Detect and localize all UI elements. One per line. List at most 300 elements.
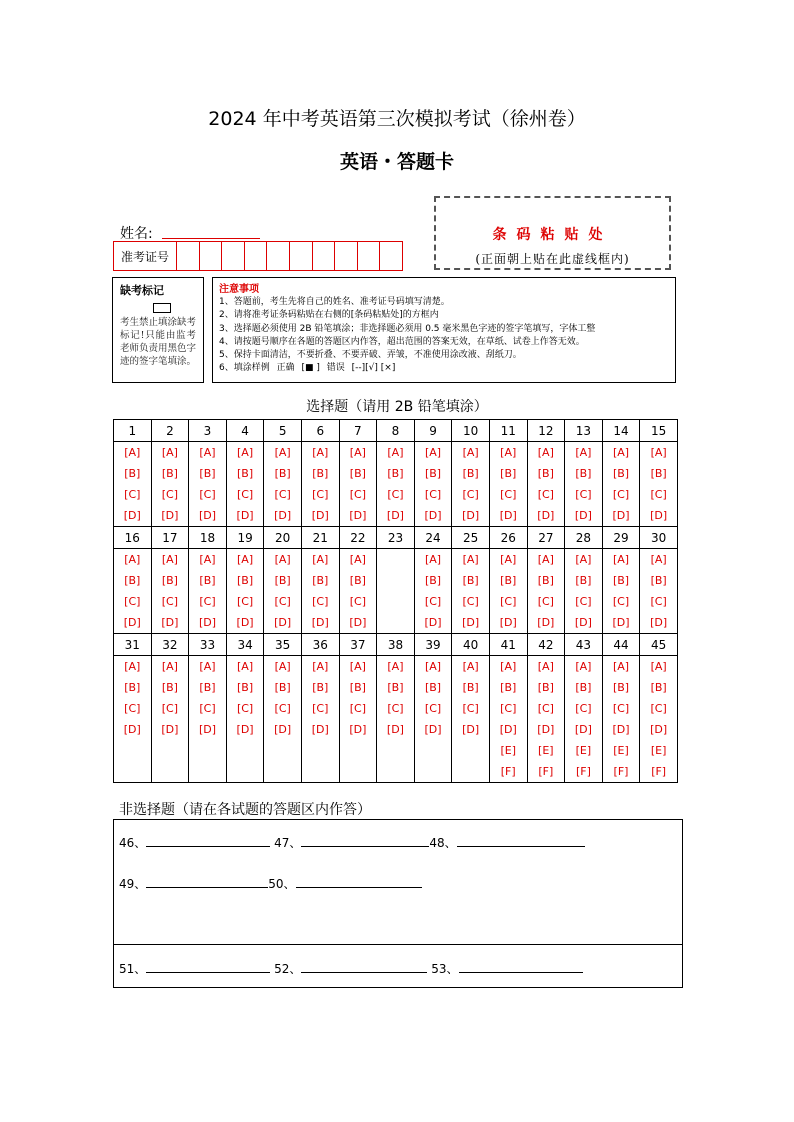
option-bubble[interactable]: [D]	[565, 719, 603, 740]
option-bubble[interactable]: [C]	[602, 591, 640, 612]
option-bubble[interactable]: [B]	[489, 570, 527, 591]
question-number: 30	[640, 527, 678, 549]
note-item: 5、保持卡面清洁，不要折叠、不要弄破、弄皱，不准使用涂改液、刮纸刀。	[219, 350, 522, 361]
option-bubble[interactable]: [A]	[114, 442, 152, 464]
option-bubble[interactable]: [D]	[189, 612, 227, 634]
option-bubble[interactable]: [A]	[301, 549, 339, 571]
option-bubble[interactable]: [B]	[527, 570, 565, 591]
option-bubble[interactable]: [B]	[565, 463, 603, 484]
option-bubble[interactable]: [B]	[602, 570, 640, 591]
question-number: 10	[452, 420, 490, 442]
option-bubble[interactable]: [B]	[151, 463, 189, 484]
option-bubble[interactable]: [E]	[640, 740, 678, 761]
q50-label: 50、	[268, 877, 296, 891]
option-bubble[interactable]: [C]	[301, 591, 339, 612]
absent-checkbox[interactable]	[153, 303, 171, 313]
question-number: 1	[114, 420, 152, 442]
question-number: 39	[414, 634, 452, 656]
question-number: 42	[527, 634, 565, 656]
exam-id-cell[interactable]	[177, 242, 200, 270]
option-bubble[interactable]: [D]	[301, 612, 339, 634]
question-number: 9	[414, 420, 452, 442]
option-bubble[interactable]: [A]	[189, 656, 227, 678]
option-bubble[interactable]: [D]	[414, 505, 452, 527]
question-number: 37	[339, 634, 377, 656]
question-number: 43	[565, 634, 603, 656]
choice-section-title: 选择题（请用 2B 铅笔填涂）	[306, 399, 488, 415]
option-bubble[interactable]: [D]	[640, 505, 678, 527]
name-field[interactable]	[162, 238, 260, 239]
option-bubble[interactable]: [C]	[339, 484, 377, 505]
option-bubble[interactable]: [C]	[301, 484, 339, 505]
empty-cell	[414, 761, 452, 783]
option-bubble[interactable]: [A]	[602, 549, 640, 571]
option-bubble[interactable]: [A]	[640, 442, 678, 464]
option-bubble[interactable]: [D]	[189, 505, 227, 527]
option-bubble[interactable]: [D]	[602, 612, 640, 634]
option-bubble[interactable]: [B]	[452, 570, 490, 591]
option-bubble[interactable]: [D]	[565, 612, 603, 634]
option-bubble[interactable]: [D]	[489, 505, 527, 527]
option-bubble[interactable]: [A]	[189, 549, 227, 571]
option-bubble[interactable]: [D]	[114, 719, 152, 740]
question-number: 45	[640, 634, 678, 656]
option-bubble[interactable]: [B]	[301, 463, 339, 484]
option-bubble[interactable]: [C]	[414, 698, 452, 719]
question-number: 44	[602, 634, 640, 656]
option-bubble[interactable]: [C]	[565, 591, 603, 612]
q51-blank[interactable]	[146, 961, 270, 973]
option-bubble[interactable]: [A]	[527, 442, 565, 464]
absent-note: 考生禁止填涂缺考标记!只能由监考老师负责用黑色字迹的签字笔填涂。	[120, 317, 197, 367]
option-bubble[interactable]: [A]	[489, 656, 527, 678]
option-bubble[interactable]: [C]	[489, 484, 527, 505]
exam-id-cell[interactable]	[222, 242, 245, 270]
option-bubble[interactable]: [F]	[527, 761, 565, 783]
option-bubble[interactable]: [D]	[226, 719, 264, 740]
question-number: 22	[339, 527, 377, 549]
wrong-label: 错误	[326, 363, 345, 374]
exam-id-cell[interactable]	[313, 242, 336, 270]
option-bubble[interactable]: [C]	[264, 698, 302, 719]
question-number: 3	[189, 420, 227, 442]
option-bubble[interactable]: [B]	[264, 570, 302, 591]
option-bubble[interactable]: [C]	[527, 484, 565, 505]
option-bubble[interactable]: [A]	[602, 442, 640, 464]
q48-blank[interactable]	[457, 835, 585, 847]
question-number: 25	[452, 527, 490, 549]
option-bubble[interactable]: [B]	[301, 677, 339, 698]
option-bubble[interactable]: [C]	[640, 484, 678, 505]
empty-cell	[339, 740, 377, 761]
empty-cell	[301, 761, 339, 783]
option-bubble[interactable]: [A]	[527, 656, 565, 678]
option-bubble[interactable]: [A]	[377, 656, 415, 678]
option-bubble[interactable]: [D]	[339, 612, 377, 634]
question-number: 23	[377, 527, 415, 549]
question-number: 34	[226, 634, 264, 656]
empty-cell	[151, 761, 189, 783]
option-bubble[interactable]: [D]	[189, 719, 227, 740]
option-bubble[interactable]: [C]	[452, 698, 490, 719]
question-number: 12	[527, 420, 565, 442]
option-bubble[interactable]: [D]	[489, 719, 527, 740]
option-bubble[interactable]: [D]	[452, 719, 490, 740]
option-bubble[interactable]: [C]	[189, 698, 227, 719]
option-bubble[interactable]: [D]	[377, 719, 415, 740]
question-number: 40	[452, 634, 490, 656]
question-number: 20	[264, 527, 302, 549]
question-number: 13	[565, 420, 603, 442]
option-bubble[interactable]: [A]	[452, 442, 490, 464]
option-bubble[interactable]: [D]	[452, 612, 490, 634]
option-bubble[interactable]: [D]	[264, 612, 302, 634]
option-bubble[interactable]: [C]	[452, 591, 490, 612]
empty-cell	[114, 740, 152, 761]
empty-cell	[226, 740, 264, 761]
question-number: 31	[114, 634, 152, 656]
option-bubble[interactable]: [C]	[527, 698, 565, 719]
page-subtitle: 英语・答题卡	[339, 151, 454, 173]
option-bubble[interactable]: [A]	[489, 549, 527, 571]
option-bubble[interactable]: [C]	[114, 698, 152, 719]
q46-blank[interactable]	[146, 835, 270, 847]
question-number: 2	[151, 420, 189, 442]
empty-cell	[301, 740, 339, 761]
option-bubble[interactable]: [D]	[414, 719, 452, 740]
option-bubble[interactable]: [C]	[452, 484, 490, 505]
option-bubble[interactable]: [C]	[114, 591, 152, 612]
empty-cell	[189, 761, 227, 783]
option-bubble[interactable]: [D]	[377, 505, 415, 527]
option-bubble[interactable]: [D]	[264, 719, 302, 740]
fill-sample-line	[219, 362, 669, 375]
option-bubble[interactable]: [B]	[226, 463, 264, 484]
option-bubble[interactable]: [B]	[114, 463, 152, 484]
option-bubble[interactable]: [D]	[489, 612, 527, 634]
option-bubble[interactable]: [A]	[452, 549, 490, 571]
option-bubble[interactable]: [D]	[339, 505, 377, 527]
option-bubble[interactable]: [B]	[527, 677, 565, 698]
option-bubble[interactable]: [A]	[640, 656, 678, 678]
option-bubble[interactable]: [C]	[226, 698, 264, 719]
note-item: 2、请将准考证条码粘贴在右侧的[条码粘贴处]的方框内	[219, 310, 439, 321]
option-bubble[interactable]: [A]	[226, 549, 264, 571]
option-bubble[interactable]: [A]	[452, 656, 490, 678]
correct-mark: [■ ]	[301, 363, 320, 374]
option-bubble[interactable]: [B]	[189, 463, 227, 484]
option-bubble[interactable]: [D]	[114, 612, 152, 634]
empty-cell	[377, 740, 415, 761]
option-bubble[interactable]: [D]	[301, 719, 339, 740]
option-bubble[interactable]: [D]	[452, 505, 490, 527]
question-number: 24	[414, 527, 452, 549]
option-bubble[interactable]: [B]	[339, 677, 377, 698]
option-bubble[interactable]: [A]	[301, 656, 339, 678]
absent-mark-box	[112, 277, 204, 383]
option-bubble[interactable]: [B]	[114, 570, 152, 591]
notes-title: 注意事项	[219, 284, 259, 295]
option-bubble[interactable]: [A]	[414, 656, 452, 678]
option-bubble[interactable]: [D]	[602, 505, 640, 527]
option-bubble[interactable]: [B]	[489, 677, 527, 698]
option-bubble[interactable]: [B]	[151, 677, 189, 698]
option-bubble[interactable]: [A]	[565, 656, 603, 678]
option-bubble[interactable]: [D]	[151, 612, 189, 634]
question-number: 11	[489, 420, 527, 442]
option-bubble[interactable]: [B]	[452, 463, 490, 484]
option-bubble[interactable]: [A]	[414, 442, 452, 464]
exam-id-box	[113, 241, 403, 271]
option-bubble[interactable]: [C]	[151, 698, 189, 719]
q53-blank[interactable]	[459, 961, 583, 973]
option-bubble[interactable]: [E]	[602, 740, 640, 761]
option-bubble[interactable]: [D]	[151, 719, 189, 740]
notes-box	[212, 277, 676, 383]
option-bubble[interactable]: [D]	[264, 505, 302, 527]
q48-label: 48、	[429, 836, 457, 850]
option-bubble[interactable]: [C]	[189, 591, 227, 612]
option-bubble[interactable]: [C]	[527, 591, 565, 612]
option-bubble[interactable]: [A]	[264, 442, 302, 464]
option-bubble[interactable]: [C]	[414, 484, 452, 505]
option-bubble[interactable]: [B]	[527, 463, 565, 484]
empty-cell	[264, 761, 302, 783]
option-bubble[interactable]: [D]	[151, 505, 189, 527]
question-number: 19	[226, 527, 264, 549]
question-number: 36	[301, 634, 339, 656]
question-number: 6	[301, 420, 339, 442]
exam-id-cell[interactable]	[380, 242, 402, 270]
sample-label: 6、填涂样例	[219, 363, 270, 374]
option-bubble[interactable]: [C]	[489, 698, 527, 719]
option-bubble[interactable]: [A]	[640, 549, 678, 571]
option-bubble[interactable]: [C]	[226, 484, 264, 505]
option-bubble[interactable]: [A]	[189, 442, 227, 464]
option-bubble[interactable]: [B]	[339, 463, 377, 484]
empty-cell	[377, 612, 415, 634]
option-bubble[interactable]: [B]	[602, 677, 640, 698]
option-bubble[interactable]: [E]	[527, 740, 565, 761]
q50-blank[interactable]	[296, 876, 422, 888]
option-bubble[interactable]: [C]	[377, 698, 415, 719]
empty-cell	[452, 740, 490, 761]
option-bubble[interactable]: [B]	[264, 677, 302, 698]
option-bubble[interactable]: [C]	[339, 591, 377, 612]
empty-cell	[151, 740, 189, 761]
option-bubble[interactable]: [E]	[489, 740, 527, 761]
option-bubble[interactable]: [D]	[527, 719, 565, 740]
option-bubble[interactable]: [C]	[640, 698, 678, 719]
option-bubble[interactable]: [A]	[339, 656, 377, 678]
question-number: 17	[151, 527, 189, 549]
option-bubble[interactable]: [B]	[565, 570, 603, 591]
exam-id-cell[interactable]	[267, 242, 290, 270]
option-bubble[interactable]: [F]	[565, 761, 603, 783]
option-bubble[interactable]: [B]	[640, 570, 678, 591]
option-bubble[interactable]: [A]	[264, 656, 302, 678]
option-bubble[interactable]: [D]	[301, 505, 339, 527]
option-bubble[interactable]: [A]	[602, 656, 640, 678]
question-number: 28	[565, 527, 603, 549]
nonchoice-section-title: 非选择题（请在各试题的答题区内作答）	[119, 802, 371, 818]
option-bubble[interactable]: [A]	[301, 442, 339, 464]
option-bubble[interactable]: [D]	[527, 505, 565, 527]
option-bubble[interactable]: [A]	[114, 656, 152, 678]
empty-cell	[414, 740, 452, 761]
option-bubble[interactable]: [C]	[565, 484, 603, 505]
option-bubble[interactable]: [B]	[414, 463, 452, 484]
option-bubble[interactable]: [A]	[114, 549, 152, 571]
exam-id-cell[interactable]	[290, 242, 313, 270]
option-bubble[interactable]: [B]	[489, 463, 527, 484]
option-bubble[interactable]: [A]	[527, 549, 565, 571]
exam-id-cell[interactable]	[200, 242, 223, 270]
note-item: 1、答题前，考生先将自己的姓名、准考证号码填写清楚。	[219, 297, 450, 308]
q51-label: 51、	[119, 962, 147, 976]
exam-id-cell[interactable]	[335, 242, 358, 270]
option-bubble[interactable]: [B]	[189, 570, 227, 591]
option-bubble[interactable]: [D]	[640, 719, 678, 740]
answer-line-49-50	[119, 875, 422, 892]
name-label: 姓名:	[120, 226, 153, 242]
option-bubble[interactable]: [A]	[226, 656, 264, 678]
option-bubble[interactable]: [B]	[602, 463, 640, 484]
option-bubble[interactable]: [A]	[414, 549, 452, 571]
wrong-mark: [--][√] [×]	[351, 363, 396, 374]
option-bubble[interactable]: [C]	[602, 484, 640, 505]
option-bubble[interactable]: [C]	[640, 591, 678, 612]
option-bubble[interactable]: [C]	[151, 591, 189, 612]
q52-blank[interactable]	[301, 961, 427, 973]
q47-blank[interactable]	[301, 835, 429, 847]
page-title: 2024 年中考英语第三次模拟考试（徐州卷）	[208, 108, 586, 130]
empty-cell	[377, 549, 415, 571]
option-bubble[interactable]: [D]	[602, 719, 640, 740]
barcode-area	[434, 196, 671, 270]
question-number: 5	[264, 420, 302, 442]
option-bubble[interactable]: [B]	[377, 677, 415, 698]
option-bubble[interactable]: [C]	[151, 484, 189, 505]
option-bubble[interactable]: [C]	[226, 591, 264, 612]
option-bubble[interactable]: [B]	[151, 570, 189, 591]
answer-line-51-53	[119, 960, 583, 977]
option-bubble[interactable]: [C]	[189, 484, 227, 505]
option-bubble[interactable]: [C]	[565, 698, 603, 719]
option-bubble[interactable]: [C]	[114, 484, 152, 505]
option-bubble[interactable]: [C]	[489, 591, 527, 612]
option-bubble[interactable]: [F]	[640, 761, 678, 783]
option-bubble[interactable]: [F]	[602, 761, 640, 783]
option-bubble[interactable]: [B]	[565, 677, 603, 698]
q49-blank[interactable]	[146, 876, 268, 888]
option-bubble[interactable]: [A]	[339, 549, 377, 571]
option-bubble[interactable]: [A]	[377, 442, 415, 464]
empty-cell	[114, 761, 152, 783]
exam-id-cell[interactable]	[358, 242, 381, 270]
option-bubble[interactable]: [A]	[565, 549, 603, 571]
question-number: 8	[377, 420, 415, 442]
option-bubble[interactable]: [C]	[339, 698, 377, 719]
option-bubble[interactable]: [C]	[414, 591, 452, 612]
question-number: 41	[489, 634, 527, 656]
option-bubble[interactable]: [B]	[189, 677, 227, 698]
question-number: 38	[377, 634, 415, 656]
exam-id-cell[interactable]	[245, 242, 268, 270]
option-bubble[interactable]: [B]	[640, 463, 678, 484]
option-bubble[interactable]: [F]	[489, 761, 527, 783]
q53-label: 53、	[431, 962, 459, 976]
barcode-title: 条码粘贴处	[492, 227, 613, 243]
question-number: 27	[527, 527, 565, 549]
option-bubble[interactable]: [C]	[602, 698, 640, 719]
option-bubble[interactable]: [B]	[226, 570, 264, 591]
option-bubble[interactable]: [A]	[226, 442, 264, 464]
option-bubble[interactable]: [A]	[339, 442, 377, 464]
option-bubble[interactable]: [A]	[151, 549, 189, 571]
empty-cell	[377, 570, 415, 591]
choice-answer-grid	[113, 419, 678, 783]
question-number: 29	[602, 527, 640, 549]
option-bubble[interactable]: [B]	[452, 677, 490, 698]
option-bubble[interactable]: [B]	[377, 463, 415, 484]
option-bubble[interactable]: [A]	[489, 442, 527, 464]
answer-line-46-48	[119, 834, 585, 851]
exam-id-label: 准考证号	[114, 242, 177, 270]
q52-label: 52、	[274, 962, 302, 976]
option-bubble[interactable]: [A]	[151, 656, 189, 678]
option-bubble[interactable]: [E]	[565, 740, 603, 761]
option-bubble[interactable]: [D]	[226, 505, 264, 527]
option-bubble[interactable]: [D]	[640, 612, 678, 634]
option-bubble[interactable]: [B]	[640, 677, 678, 698]
option-bubble[interactable]: [D]	[565, 505, 603, 527]
option-bubble[interactable]: [B]	[226, 677, 264, 698]
question-number: 18	[189, 527, 227, 549]
question-number: 7	[339, 420, 377, 442]
option-bubble[interactable]: [B]	[301, 570, 339, 591]
empty-cell	[226, 761, 264, 783]
option-bubble[interactable]: [C]	[264, 591, 302, 612]
option-bubble[interactable]: [B]	[114, 677, 152, 698]
option-bubble[interactable]: [D]	[226, 612, 264, 634]
absent-title: 缺考标记	[120, 284, 164, 297]
option-bubble[interactable]: [A]	[264, 549, 302, 571]
option-bubble[interactable]: [B]	[264, 463, 302, 484]
option-bubble[interactable]: [D]	[527, 612, 565, 634]
option-bubble[interactable]: [A]	[565, 442, 603, 464]
empty-cell	[189, 740, 227, 761]
note-item: 4、请按题号顺序在各题的答题区内作答，超出范围的答案无效，在草纸、试卷上作答无效。	[219, 336, 585, 347]
note-item: 3、选择题必须使用 2B 铅笔填涂；非选择题必须用 0.5 毫米黑色字迹的签字笔填写，字体工整	[219, 323, 596, 334]
option-bubble[interactable]: [B]	[414, 570, 452, 591]
correct-label: 正确	[276, 363, 295, 374]
empty-cell	[377, 761, 415, 783]
option-bubble[interactable]: [C]	[377, 484, 415, 505]
empty-cell	[452, 761, 490, 783]
option-bubble[interactable]: [B]	[339, 570, 377, 591]
question-number: 15	[640, 420, 678, 442]
empty-cell	[264, 740, 302, 761]
option-bubble[interactable]: [D]	[114, 505, 152, 527]
option-bubble[interactable]: [D]	[414, 612, 452, 634]
option-bubble[interactable]: [B]	[414, 677, 452, 698]
option-bubble[interactable]: [A]	[151, 442, 189, 464]
option-bubble[interactable]: [D]	[339, 719, 377, 740]
option-bubble[interactable]: [C]	[301, 698, 339, 719]
empty-cell	[339, 761, 377, 783]
option-bubble[interactable]: [C]	[264, 484, 302, 505]
